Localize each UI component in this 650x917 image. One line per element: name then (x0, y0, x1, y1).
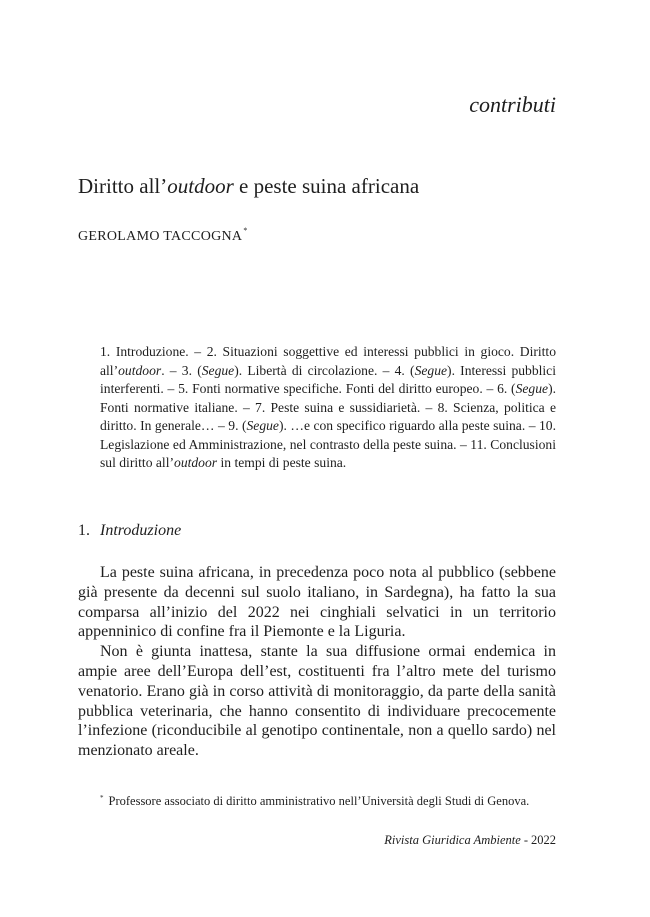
body-paragraph: La peste suina africana, in precedenza poco nota al pubblico (sebbene già presente da decenni sul suolo italiano, in Sardegna), ha fatto la sua comparsa all’inizio del 2022 nei cinghiali selvatici in un territorio appenninico di confine fra il Piemonte e la Liguria. (78, 564, 556, 641)
body-text (78, 563, 556, 761)
toc-text: in tempi di peste suina. (217, 455, 347, 470)
toc-text: ). Interessi pubblici interferenti. – 5. Fonti normative specifiche. Fonti del diritto europeo. – 6. ( (100, 362, 556, 396)
footnote-text: Professore associato di diritto amministrativo nell’Università degli Studi di Genova. (108, 794, 530, 808)
toc-text: ). …e con specifico riguardo alla peste suina. – 10. Legislazione ed Amministrazione, nel contrasto della peste suina. – 11. Conclusioni sul diritto all’ (100, 418, 556, 470)
toc-emphasis: Segue (246, 418, 279, 433)
author-footnote-marker: * (243, 226, 248, 235)
toc-text: ). Fonti normative italiane. – 7. Peste suina e sussidiarietà. – 8. Scienza, politica e diritto. In generale… – 9. ( (100, 381, 556, 433)
journal-year: 2022 (531, 833, 556, 847)
journal-name: Rivista Giuridica Ambiente (384, 833, 521, 847)
article-title (78, 174, 419, 199)
section-label: contributi (469, 92, 556, 117)
body-paragraph: Non è giunta inattesa, stante la sua diffusione ormai endemica in ampie aree dell’Europa dell’est, costituenti fra l’altro mete del turismo venatorio. Erano già in corso attività di monitoraggio, da parte della sanità pubblica veterinaria, che hanno consentito di individuare precocemente l’infezione (riconducibile al genotipo continentale, non a quello sardo) nel menzionato areale. (78, 643, 556, 760)
title-part: e peste suina africana (233, 174, 420, 198)
footnote-marker: * (100, 794, 104, 802)
table-of-contents (100, 343, 556, 473)
author-name-text: GEROLAMO TACCOGNA (78, 229, 243, 244)
toc-text: ). Libertà di circolazione. – 4. ( (234, 362, 415, 378)
toc-emphasis: Segue (414, 362, 448, 378)
footnote (78, 789, 556, 810)
section-number: 1. (78, 522, 90, 539)
toc-emphasis: outdoor (174, 455, 218, 470)
toc-text: 1. Introduzione. – 2. Situazioni soggettive ed interessi pubblici in gioco. Diritto all’ (100, 344, 556, 378)
running-footer (0, 833, 556, 848)
author-name (78, 226, 248, 245)
footer-separator: - (523, 833, 528, 847)
footnote-paragraph (78, 789, 556, 810)
section-title: Introduzione (100, 522, 182, 539)
toc-emphasis: Segue (201, 362, 235, 378)
title-part: Diritto all’ (78, 174, 168, 198)
toc-emphasis: outdoor (118, 362, 162, 378)
section-heading (78, 522, 181, 540)
toc-text: . – 3. ( (161, 362, 202, 378)
title-emphasis: outdoor (167, 174, 234, 198)
toc-emphasis: Segue (515, 381, 549, 396)
